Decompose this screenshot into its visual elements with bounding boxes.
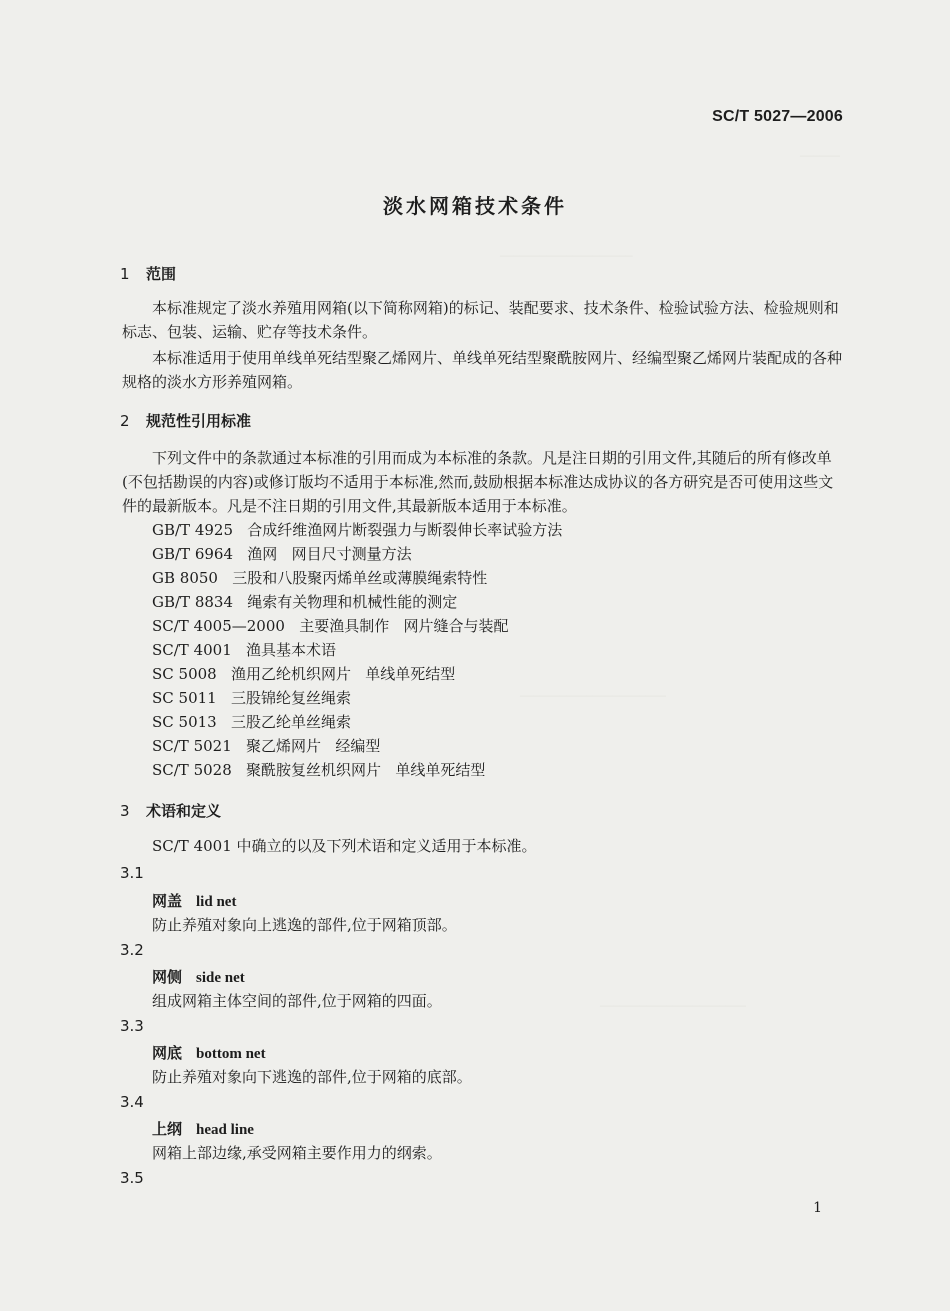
section-number: 3 bbox=[120, 802, 130, 820]
term-entry bbox=[152, 1042, 266, 1063]
show-through-text: ────── bbox=[800, 150, 840, 163]
section-title: 术语和定义 bbox=[146, 802, 222, 820]
section-heading-3 bbox=[120, 800, 221, 821]
paragraph: 本标准适用于使用单线单死结型聚乙烯网片、单线单死结型聚酰胺网片、经编型聚乙烯网片装配成的各种规格的淡水方形养殖网箱。 bbox=[122, 349, 843, 391]
section-heading-1 bbox=[120, 263, 176, 284]
term-entry bbox=[152, 890, 236, 911]
reference-item: SC/T 4001 渔具基本术语 bbox=[152, 641, 337, 659]
term-chinese: 网盖 bbox=[152, 892, 183, 910]
reference-item: SC/T 5028 聚酰胺复丝机织网片 单线单死结型 bbox=[152, 761, 486, 779]
reference-item: GB/T 8834 绳索有关物理和机械性能的测定 bbox=[152, 593, 458, 611]
term-english: bottom net bbox=[196, 1046, 266, 1062]
section-title: 规范性引用标准 bbox=[146, 412, 252, 430]
show-through-text: ────────────────────── bbox=[520, 690, 666, 703]
term-english: head line bbox=[196, 1122, 254, 1138]
reference-item: SC 5011 三股锦纶复丝绳索 bbox=[152, 689, 351, 707]
term-chinese: 上纲 bbox=[152, 1120, 183, 1138]
term-english: lid net bbox=[196, 894, 237, 910]
section-title: 范围 bbox=[146, 265, 177, 283]
clause-number: 3.5 bbox=[120, 1169, 144, 1187]
reference-item: SC 5008 渔用乙纶机织网片 单线单死结型 bbox=[152, 665, 456, 683]
show-through-text: ────────────────────── bbox=[600, 1000, 746, 1013]
page-number: 1 bbox=[813, 1200, 822, 1216]
section-number: 2 bbox=[120, 412, 130, 430]
reference-item: SC 5013 三股乙纶单丝绳索 bbox=[152, 713, 351, 731]
document-title: 淡水网箱技术条件 bbox=[383, 194, 567, 218]
term-definition: 网箱上部边缘,承受网箱主要作用力的纲索。 bbox=[152, 1144, 442, 1162]
paragraph: SC/T 4001 中确立的以及下列术语和定义适用于本标准。 bbox=[152, 837, 537, 855]
reference-item: SC/T 5021 聚乙烯网片 经编型 bbox=[152, 737, 381, 755]
clause-number: 3.4 bbox=[120, 1093, 144, 1111]
term-chinese: 网底 bbox=[152, 1044, 183, 1062]
standard-code: SC/T 5027—2006 bbox=[712, 108, 843, 125]
term-definition: 防止养殖对象向下逃逸的部件,位于网箱的底部。 bbox=[152, 1068, 472, 1086]
term-entry bbox=[152, 966, 245, 987]
term-entry bbox=[152, 1118, 254, 1139]
term-definition: 组成网箱主体空间的部件,位于网箱的四面。 bbox=[152, 992, 442, 1010]
term-chinese: 网侧 bbox=[152, 968, 183, 986]
reference-item: GB/T 4925 合成纤维渔网片断裂强力与断裂伸长率试验方法 bbox=[152, 521, 563, 539]
clause-number: 3.1 bbox=[120, 864, 144, 882]
paragraph: 本标准规定了淡水养殖用网箱(以下简称网箱)的标记、装配要求、技术条件、检验试验方法、检验规则和标志、包装、运输、贮存等技术条件。 bbox=[122, 299, 839, 341]
reference-item: SC/T 4005—2000 主要渔具制作 网片缝合与装配 bbox=[152, 617, 509, 635]
show-through-text: ──────────────────── bbox=[500, 250, 633, 263]
clause-number: 3.3 bbox=[120, 1017, 144, 1035]
reference-item: GB/T 6964 渔网 网目尺寸测量方法 bbox=[152, 545, 412, 563]
section-number: 1 bbox=[120, 265, 130, 283]
clause-number: 3.2 bbox=[120, 941, 144, 959]
term-english: side net bbox=[196, 970, 245, 986]
term-definition: 防止养殖对象向上逃逸的部件,位于网箱顶部。 bbox=[152, 916, 457, 934]
paragraph: 下列文件中的条款通过本标准的引用而成为本标准的条款。凡是注日期的引用文件,其随后的所有修改单(不包括勘误的内容)或修订版均不适用于本标准,然而,鼓励根据本标准达成协议的各方研究是否可使用这些文件的最新版本。凡是不注日期的引用文件,其最新版本适用于本标准。 bbox=[122, 449, 834, 515]
reference-item: GB 8050 三股和八股聚丙烯单丝或薄膜绳索特性 bbox=[152, 569, 488, 587]
section-heading-2 bbox=[120, 410, 251, 431]
